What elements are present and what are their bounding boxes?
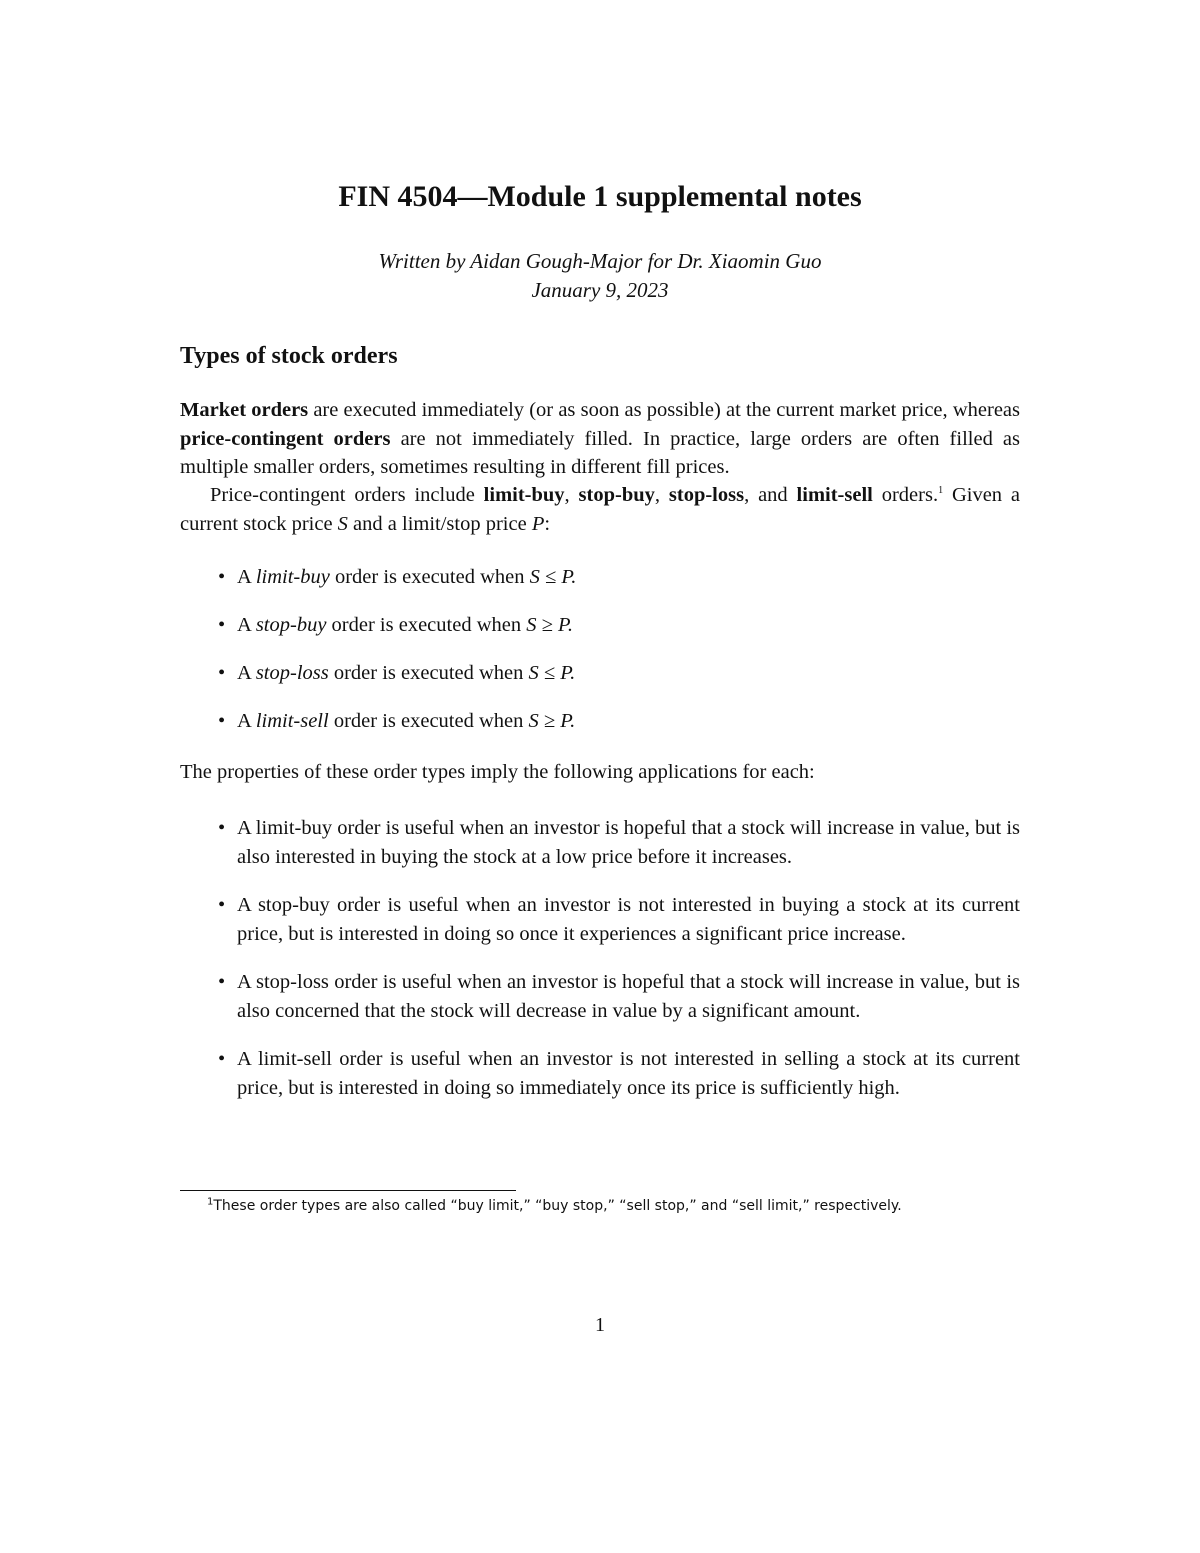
list-item xyxy=(180,707,1020,755)
application-text: A limit-buy order is useful when an investor is hopeful that a stock will increase in value, but is also interested in buying the stock at a low price before it increases. xyxy=(237,817,1020,868)
bullet-icon: • xyxy=(218,971,226,993)
author-line: Written by Aidan Gough-Major for Dr. Xiaomin Guo xyxy=(378,249,822,273)
list-item xyxy=(180,814,1020,871)
list-item xyxy=(180,659,1020,707)
term-stop-buy: stop-buy xyxy=(578,484,655,506)
para2-text4: and a limit/stop price xyxy=(347,512,532,535)
separator: , xyxy=(654,484,669,506)
para1-text2: are not immediately filled. In practice, large orders are often filled as multiple smaller orders, sometimes resulting in different fill prices. xyxy=(180,427,1020,478)
para2-text1: Price-contingent orders include xyxy=(210,484,484,506)
application-text: A stop-loss order is useful when an investor is hopeful that a stock will increase in value, but is also concerned that the stock will decrease in value by a significant amount. xyxy=(237,971,1020,1022)
order-type: stop-loss xyxy=(255,662,329,684)
term-price-contingent-orders: price-contingent orders xyxy=(180,427,391,450)
rule-text: order is executed when xyxy=(326,614,527,636)
order-type: stop-buy xyxy=(255,614,327,636)
footnote-divider xyxy=(180,1190,516,1191)
term-limit-sell: limit-sell xyxy=(796,484,873,506)
page-number: 1 xyxy=(595,1314,605,1336)
applications-intro: The properties of these order types imply the following applications for each: xyxy=(180,761,815,783)
bullet-icon: • xyxy=(218,894,226,916)
rule-condition: S ≤ P. xyxy=(528,662,576,684)
para2-text2: orders. xyxy=(872,484,939,506)
rule-text: order is executed when xyxy=(328,710,529,732)
rule-condition: S ≥ P. xyxy=(528,710,576,732)
term-stop-loss: stop-loss xyxy=(668,484,745,506)
list-item xyxy=(180,968,1020,1025)
list-item xyxy=(180,611,1020,659)
bullet-icon: • xyxy=(218,566,226,588)
variable-p: P xyxy=(531,512,545,535)
rule-text: order is executed when xyxy=(328,662,529,684)
variable-s: S xyxy=(337,512,348,535)
paragraph-price-contingent xyxy=(180,481,1020,538)
document-title: FIN 4504—Module 1 supplemental notes xyxy=(338,180,862,213)
applications-list xyxy=(180,814,1020,1122)
rule-condition: S ≥ P. xyxy=(526,614,573,636)
order-type: limit-sell xyxy=(255,710,329,732)
para2-text5: : xyxy=(544,512,551,535)
bullet-icon: • xyxy=(218,817,226,839)
paragraph-market-orders xyxy=(180,396,1020,482)
application-text: A limit-sell order is useful when an investor is not interested in selling a stock at its current price, but is interested in doing so immediately once its price is sufficiently high. xyxy=(237,1048,1020,1099)
section-heading: Types of stock orders xyxy=(180,343,398,369)
term-market-orders: Market orders xyxy=(180,399,309,421)
footnote-reference: 1 xyxy=(938,485,944,497)
para2-text3: Given a current stock price xyxy=(180,484,1021,535)
rule-prefix: A xyxy=(237,566,256,588)
rule-condition: S ≤ P. xyxy=(529,566,577,588)
term-limit-buy: limit-buy xyxy=(483,484,565,506)
rule-prefix: A xyxy=(237,710,256,732)
bullet-icon: • xyxy=(218,710,226,732)
byline xyxy=(0,247,1200,305)
list-item xyxy=(180,891,1020,948)
separator: , xyxy=(564,484,579,506)
bullet-icon: • xyxy=(218,614,226,636)
para1-text1: are executed immediately (or as soon as possible) at the current market price, whereas xyxy=(308,399,1020,421)
footnote-mark: 1 xyxy=(207,1196,214,1208)
rule-prefix: A xyxy=(237,614,256,636)
order-rules-list xyxy=(180,563,1020,755)
list-item xyxy=(180,563,1020,611)
footnote xyxy=(207,1196,902,1216)
separator: , and xyxy=(744,484,797,506)
bullet-icon: • xyxy=(218,1048,226,1070)
list-item xyxy=(180,1045,1020,1102)
footnote-text: These order types are also called “buy limit,” “buy stop,” “sell stop,” and “sell limit,” respectively. xyxy=(213,1198,902,1214)
bullet-icon: • xyxy=(218,662,226,684)
rule-prefix: A xyxy=(237,662,256,684)
order-type: limit-buy xyxy=(255,566,330,588)
rule-text: order is executed when xyxy=(329,566,530,588)
application-text: A stop-buy order is useful when an investor is not interested in buying a stock at its current price, but is interested in doing so once it experiences a significant price increase. xyxy=(237,894,1020,945)
date-line: January 9, 2023 xyxy=(531,278,669,302)
